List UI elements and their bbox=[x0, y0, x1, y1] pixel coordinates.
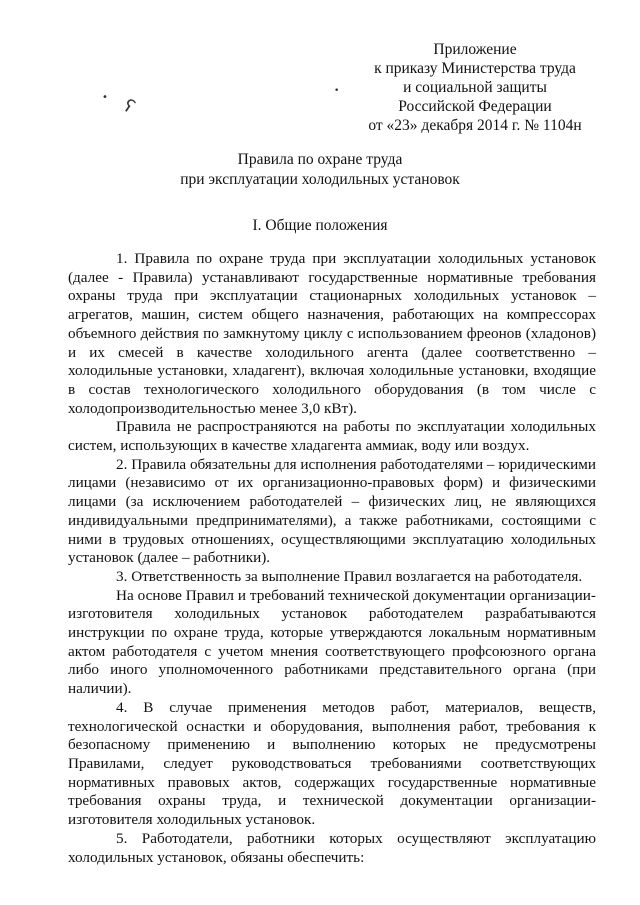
scan-mark-dot-2: • bbox=[334, 86, 340, 96]
document-title bbox=[90, 150, 550, 190]
scan-mark-stroke: ʕ bbox=[118, 95, 139, 118]
header-line-social: и социальной защиты bbox=[403, 79, 547, 96]
header-line-appendix: Приложение bbox=[433, 41, 517, 58]
paragraph-3: 2. Правила обязательны для исполнения работодателями – юридическими лицами (независимо от их организационно-правовых форм) и физическими лицами (за исключением работодателей – физических лиц, не являющихся индивидуальными предпринимателями), а также работниками, состоящими с ними в трудовых отношениях, осуществляющими эксплуатацию холодильных установок (далее – работники). bbox=[68, 455, 596, 567]
header-line-order: к приказу Министерства труда bbox=[374, 60, 576, 77]
paragraph-7: 5. Работодатели, работники которых осуществляют эксплуатацию холодильных установок, обязаны обеспечить: bbox=[68, 829, 596, 866]
title-line-1: Правила по охране труда bbox=[237, 151, 403, 168]
scan-mark-dot: • bbox=[102, 92, 108, 103]
title-line-2: при эксплуатации холодильных установок bbox=[180, 171, 460, 188]
paragraph-4: 3. Ответственность за выполнение Правил возлагается на работодателя. bbox=[116, 567, 583, 585]
paragraph-5: На основе Правил и требований технической документации организации-изготовителя холодильных установок работодателем разрабатываются инструкции по охране труда, которые утверждаются локальным нормативным актом работодателя с учетом мнения соответствующего профсоюзного органа либо иного уполномоченного работниками представительного органа (при наличии). bbox=[68, 586, 596, 698]
paragraph-1: 1. Правила по охране труда при эксплуатации холодильных установок (далее - Правила) устанавливают государственные нормативные требования охраны труда при эксплуатации стационарных холодильных установок – агрегатов, машин, систем общего назначения, работающих на компрессорах объемного действия по замкнутому циклу с использованием фреонов (хладонов) и их смесей в качестве холодильного агента (далее соответственно – холодильные установки, хладагент), включая холодильные установки, входящие в состав технологического холодильного оборудования (в том числе с холодопроизводительностью менее 3,0 кВт). bbox=[68, 250, 596, 417]
approval-header bbox=[340, 40, 610, 135]
section-heading: I. Общие положения bbox=[252, 217, 388, 234]
paragraph-6: 4. В случае применения методов работ, материалов, веществ, технологической оснастки и оборудования, выполнения работ, требования к безопасному применению и выполнению которых не предусмотрены Правилами, следует руководствоваться требованиями соответствующих нормативных правовых актов, содержащих государственные нормативные требования охраны труда, и технической документации организации-изготовителя холодильных установок. bbox=[68, 698, 596, 829]
document-body bbox=[68, 250, 596, 867]
header-line-federation: Российской Федерации bbox=[398, 98, 552, 115]
header-line-date-number: от «23» декабря 2014 г. № 1104н bbox=[368, 117, 582, 134]
paragraph-2: Правила не распространяются на работы по эксплуатации холодильных систем, использующих в качестве хладагента аммиак, воду или воздух. bbox=[68, 418, 596, 455]
